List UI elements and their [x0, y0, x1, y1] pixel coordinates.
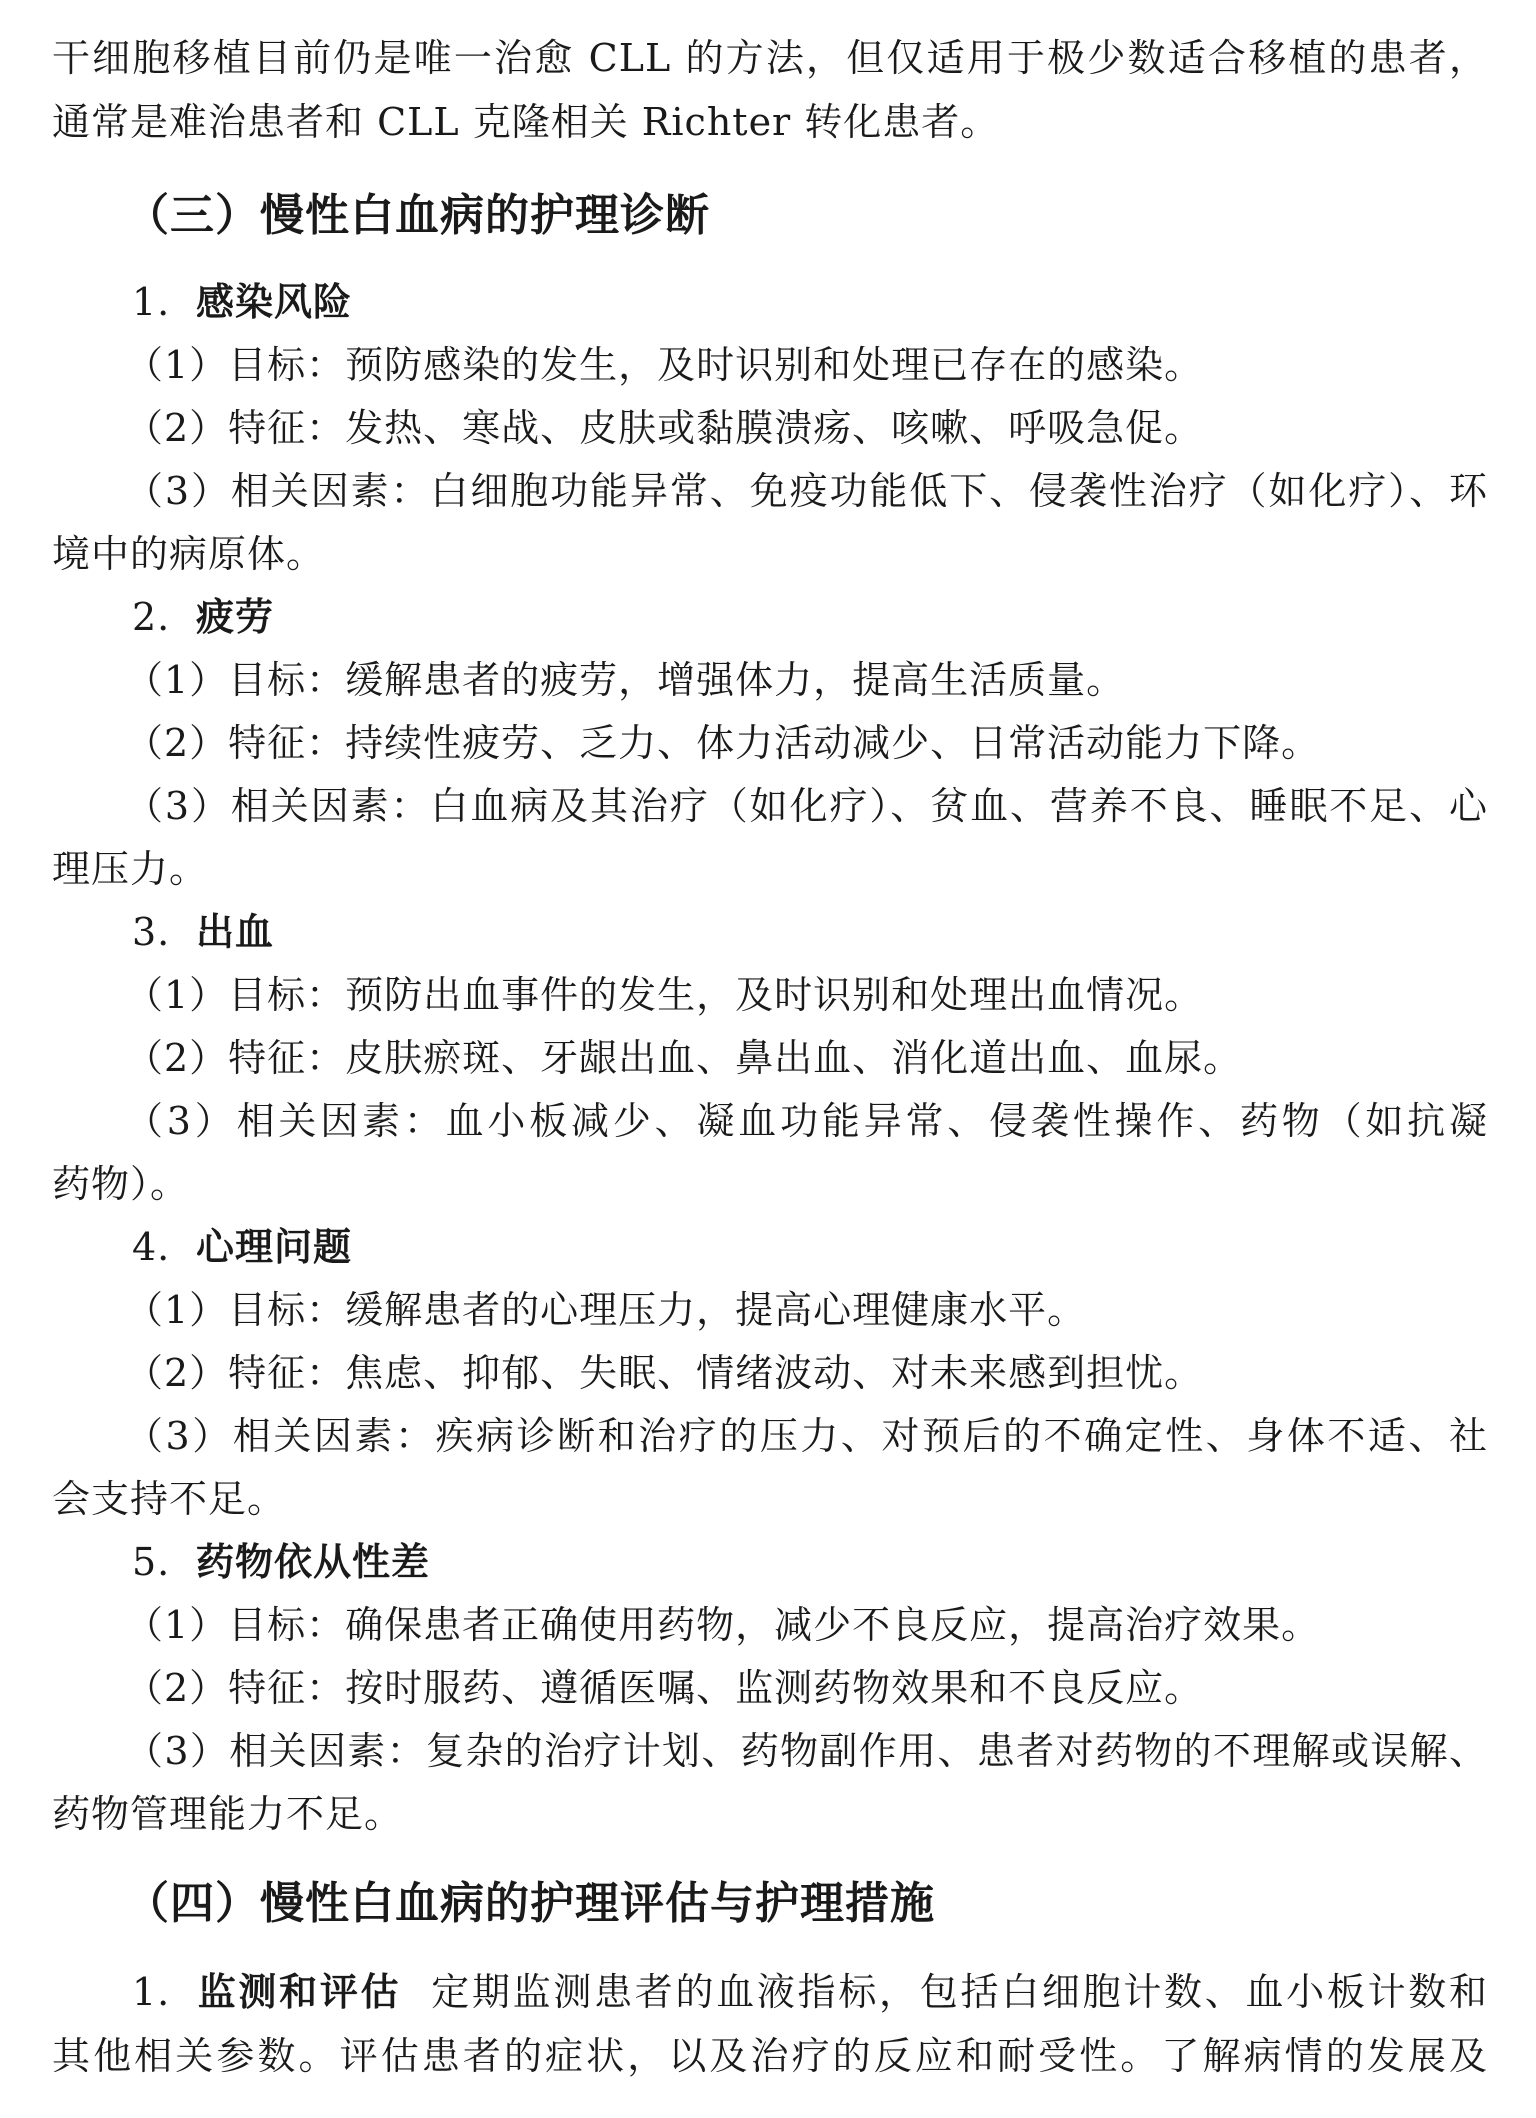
topic-number: 4. [132, 1225, 171, 1269]
topic-number: 2. [132, 595, 171, 639]
topic-item-continuation: 理压力。 [52, 847, 209, 891]
topic-item: （2）特征：焦虑、抑郁、失眠、情绪波动、对未来感到担忧。 [125, 1351, 1204, 1395]
topic-title: 出血 [196, 910, 275, 954]
topic-heading [132, 1540, 430, 1584]
topic-item: （2）特征：皮肤瘀斑、牙龈出血、鼻出血、消化道出血、血尿。 [125, 1036, 1243, 1080]
topic-item: （3）相关因素：疾病诊断和治疗的压力、对预后的不确定性、身体不适、社 [125, 1414, 1488, 1458]
topic-item: （1）目标：缓解患者的心理压力，提高心理健康水平。 [125, 1288, 1087, 1332]
topic-title: 药物依从性差 [196, 1540, 431, 1584]
section-heading-4: （四）慢性白血病的护理评估与护理措施 [125, 1878, 935, 1929]
topic-title: 感染风险 [196, 280, 353, 324]
topic-number: 5. [132, 1540, 171, 1584]
topic-title: 心理问题 [196, 1225, 353, 1269]
topic-item: （1）目标：预防感染的发生，及时识别和处理已存在的感染。 [125, 343, 1204, 387]
topic-item-continuation: 药物管理能力不足。 [52, 1792, 404, 1836]
topic-item: （2）特征：按时服药、遵循医嘱、监测药物效果和不良反应。 [125, 1666, 1204, 1710]
topic-number: 1. [132, 1970, 171, 2014]
section-heading-3: （三）慢性白血病的护理诊断 [125, 190, 710, 241]
topic-item-continuation: 境中的病原体。 [52, 532, 326, 576]
topic-number: 1. [132, 280, 171, 324]
topic-item: （2）特征：发热、寒战、皮肤或黏膜溃疡、咳嗽、呼吸急促。 [125, 406, 1204, 450]
topic-item-continuation: 药物）。 [52, 1162, 190, 1206]
topic-item: （2）特征：持续性疲劳、乏力、体力活动减少、日常活动能力下降。 [125, 721, 1321, 765]
topic-number: 3. [132, 910, 171, 954]
paragraph-text: 定期监测患者的血液指标，包括白细胞计数、血小板计数和 [431, 1970, 1488, 2014]
topic-item: （1）目标：确保患者正确使用药物，减少不良反应，提高治疗效果。 [125, 1603, 1321, 1647]
topic-item: （3）相关因素：复杂的治疗计划、药物副作用、患者对药物的不理解或误解、 [125, 1729, 1488, 1773]
topic-item-continuation: 会支持不足。 [52, 1477, 287, 1521]
intro-line-2: 通常是难治患者和 CLL 克隆相关 Richter 转化患者。 [52, 100, 1000, 144]
topic-title: 疲劳 [196, 595, 275, 639]
topic-heading [132, 595, 274, 639]
intro-line-1: 干细胞移植目前仍是唯一治愈 CLL 的方法，但仅适用于极少数适合移植的患者， [52, 36, 1488, 80]
topic-heading [132, 1225, 352, 1269]
topic-title: 监测和评估 [196, 1970, 402, 2014]
section4-paragraph-line-1 [132, 1970, 1488, 2014]
topic-item: （3）相关因素：白细胞功能异常、免疫功能低下、侵袭性治疗（如化疗）、环 [125, 469, 1488, 513]
topic-heading [132, 910, 274, 954]
section4-paragraph-line-2: 其他相关参数。评估患者的症状，以及治疗的反应和耐受性。了解病情的发展及 [52, 2034, 1488, 2078]
topic-item: （3）相关因素：血小板减少、凝血功能异常、侵袭性操作、药物（如抗凝 [125, 1099, 1488, 1143]
topic-item: （1）目标：预防出血事件的发生，及时识别和处理出血情况。 [125, 973, 1204, 1017]
topic-item: （3）相关因素：白血病及其治疗（如化疗）、贫血、营养不良、睡眠不足、心 [125, 784, 1488, 828]
topic-item: （1）目标：缓解患者的疲劳，增强体力，提高生活质量。 [125, 658, 1126, 702]
topic-heading [132, 280, 352, 324]
